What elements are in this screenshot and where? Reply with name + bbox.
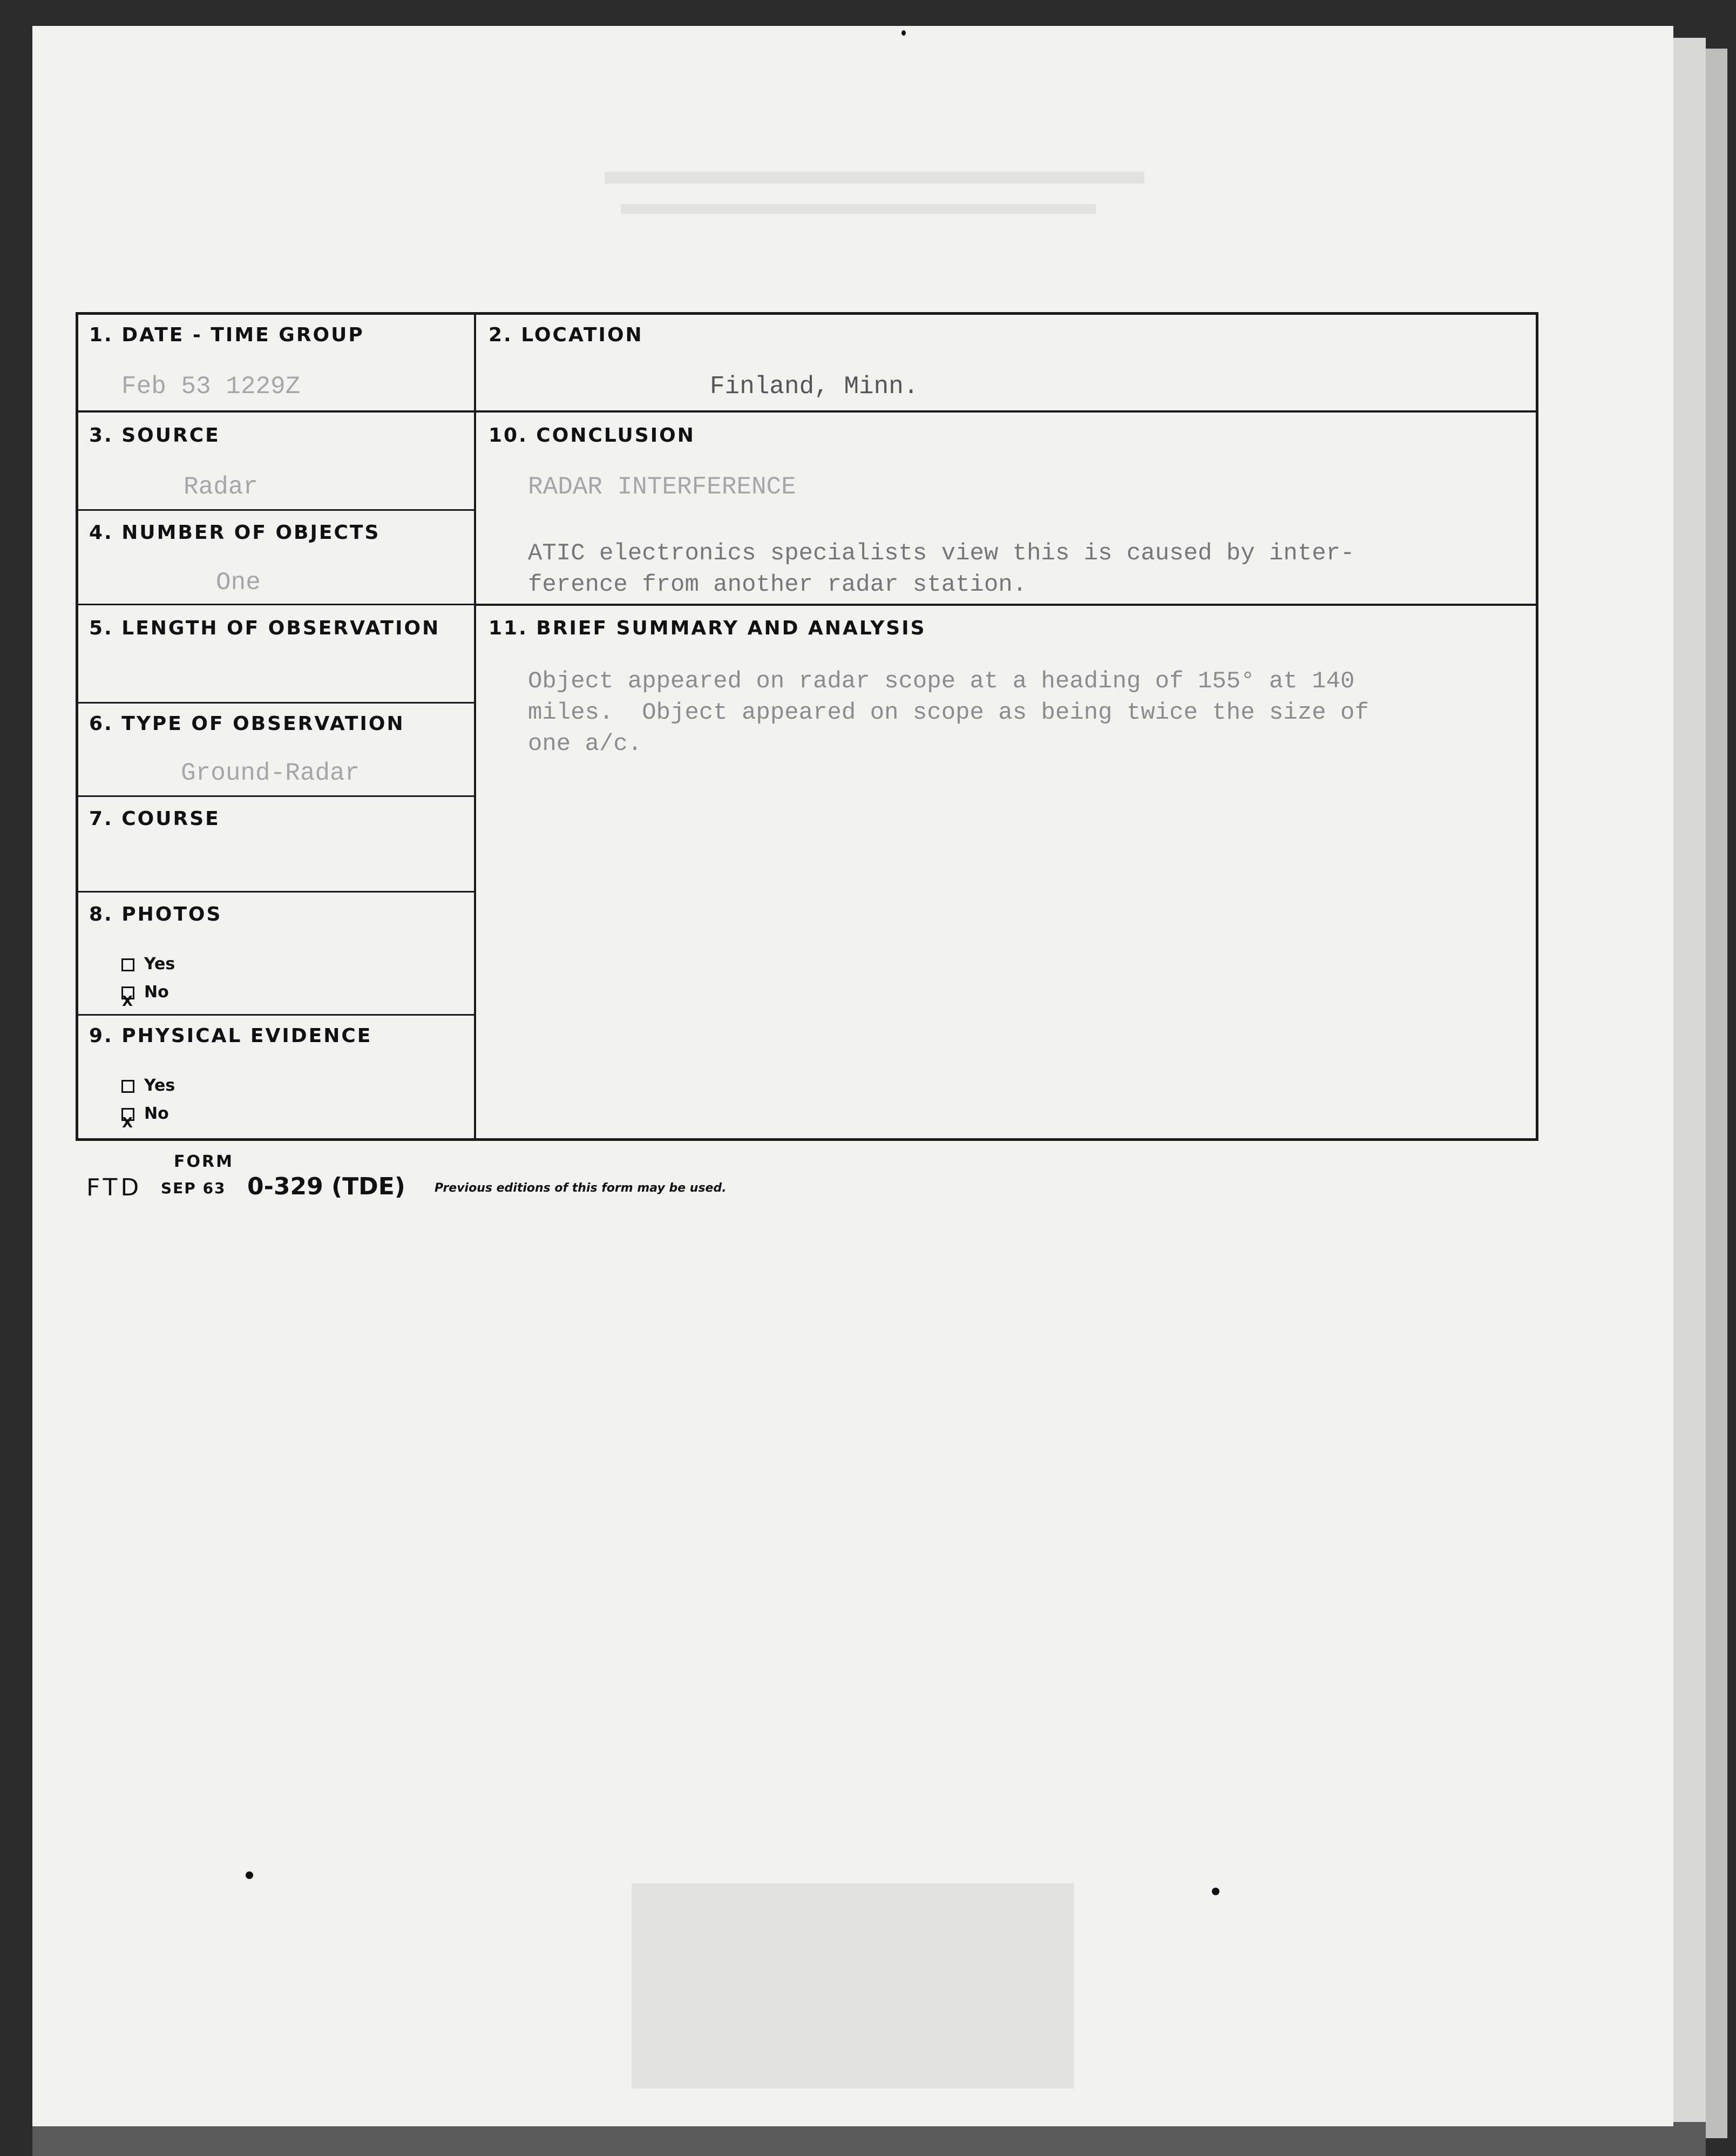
form-ftd: FTD xyxy=(86,1174,143,1201)
number-of-objects-value: One xyxy=(216,569,261,597)
page-edge-shadow xyxy=(1673,38,1706,2138)
physical-evidence-no-checkbox xyxy=(121,1108,134,1121)
photos-yes-checkbox xyxy=(121,958,134,971)
photos-no-option xyxy=(121,983,169,1002)
type-of-observation-label: 6. TYPE OF OBSERVATION xyxy=(89,713,405,735)
photos-yes-label: Yes xyxy=(144,955,175,974)
source-value: Radar xyxy=(184,473,259,501)
physical-evidence-no-label: No xyxy=(144,1104,169,1123)
number-of-objects-label: 4. NUMBER OF OBJECTS xyxy=(89,522,381,544)
show-through-mark xyxy=(621,204,1096,214)
source-label: 3. SOURCE xyxy=(89,424,220,447)
photos-no-label: No xyxy=(144,983,169,1002)
form-word: FORM xyxy=(174,1152,234,1171)
date-time-group-value: Feb 53 1229Z xyxy=(121,373,301,401)
document-sheet xyxy=(32,26,1673,2126)
conclusion-heading: RADAR INTERFERENCE xyxy=(528,473,796,501)
location-value: Finland, Minn. xyxy=(710,373,919,401)
show-through-mark xyxy=(605,172,1144,184)
course-label: 7. COURSE xyxy=(89,808,220,830)
conclusion-text: ATIC electronics specialists view this is caused by inter- ference from another radar station. xyxy=(528,540,1355,598)
speck xyxy=(901,30,906,36)
photos-no-checkbox xyxy=(121,986,134,999)
speck xyxy=(246,1871,253,1879)
page-edge-shadow-dark xyxy=(1706,49,1727,2138)
date-time-group-label: 1. DATE - TIME GROUP xyxy=(89,324,364,346)
location-label: 2. LOCATION xyxy=(489,324,643,346)
speck xyxy=(1212,1888,1219,1895)
conclusion-label: 10. CONCLUSION xyxy=(489,424,695,447)
form-number: 0-329 (TDE) xyxy=(247,1173,405,1200)
type-of-observation-value: Ground-Radar xyxy=(181,759,360,787)
physical-evidence-yes-checkbox xyxy=(121,1080,134,1093)
length-of-observation-label: 5. LENGTH OF OBSERVATION xyxy=(89,617,440,639)
show-through-mark xyxy=(632,1883,1074,2089)
photos-label: 8. PHOTOS xyxy=(89,903,222,925)
photos-yes-option xyxy=(121,955,175,974)
page-bottom-edge xyxy=(32,2122,1706,2156)
physical-evidence-yes-option xyxy=(121,1076,175,1095)
form-editions-note: Previous editions of this form may be used. xyxy=(435,1181,727,1195)
summary-text: Object appeared on radar scope at a heading of 155° at 140 miles. Object appeared on scope as being twice the size of one a/c. xyxy=(528,668,1369,758)
form-date: SEP 63 xyxy=(161,1179,226,1197)
physical-evidence-no-option xyxy=(121,1104,169,1123)
physical-evidence-yes-label: Yes xyxy=(144,1076,175,1095)
summary-label: 11. BRIEF SUMMARY AND ANALYSIS xyxy=(489,617,926,639)
physical-evidence-label: 9. PHYSICAL EVIDENCE xyxy=(89,1025,372,1047)
